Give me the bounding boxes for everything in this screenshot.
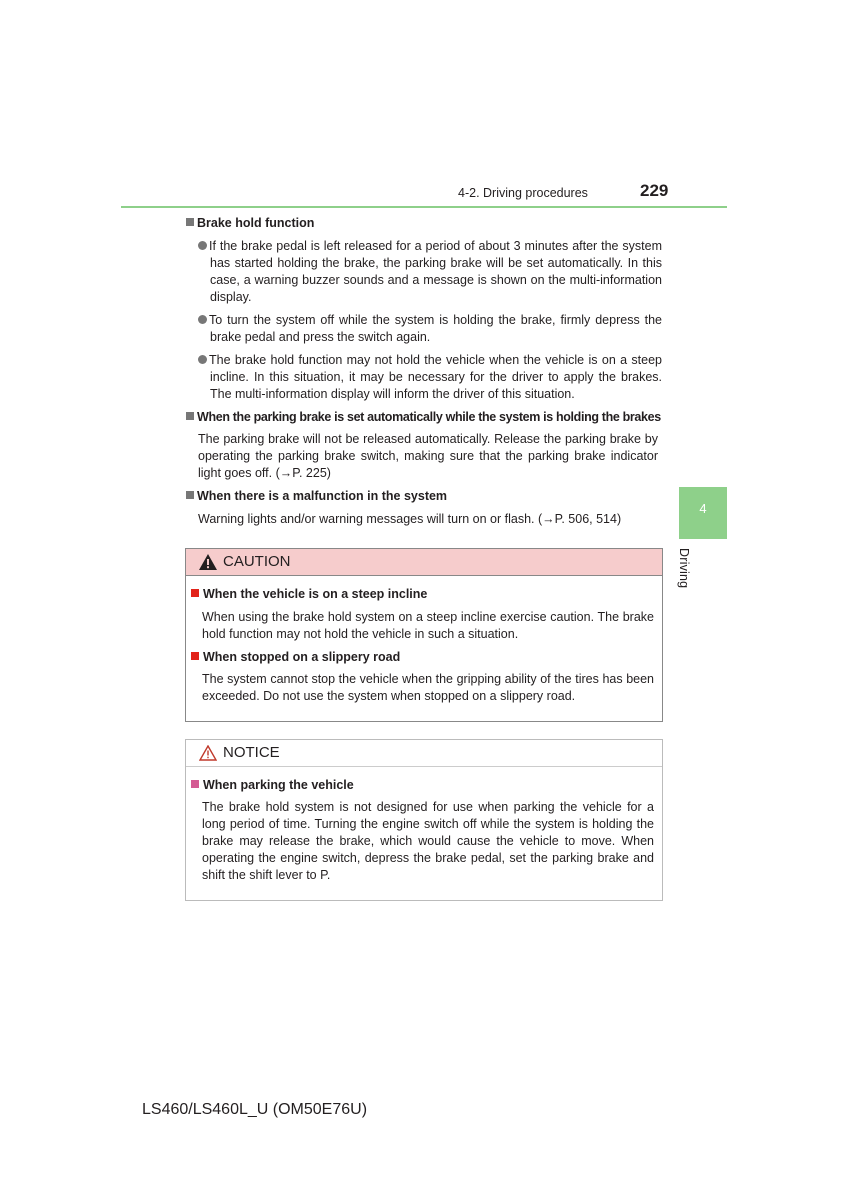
chapter-label: Driving bbox=[677, 548, 691, 589]
header-divider bbox=[121, 206, 727, 208]
caution-item-body: When using the brake hold system on a steep incline exercise caution. The brake hold function may not hold the vehicle in such a situation. bbox=[202, 610, 654, 641]
malfunction-heading-text: When there is a malfunction in the system bbox=[197, 489, 448, 503]
notice-header bbox=[186, 740, 662, 767]
list-item-text: The brake hold function may not hold the vehicle when the vehicle is on a steep incline. In this situation, it may be necessary for the driver to apply the brakes. The multi-information display will inform the driver of this situation. bbox=[209, 353, 662, 401]
malfunction-heading bbox=[186, 488, 447, 505]
brake-hold-heading bbox=[186, 215, 314, 232]
parking-brake-heading-text: When the parking brake is set automatically while the system is holding the brakes bbox=[197, 410, 661, 424]
list-item bbox=[198, 352, 662, 403]
square-bullet-icon bbox=[186, 412, 194, 420]
caution-item-heading bbox=[191, 586, 427, 603]
warning-triangle-icon bbox=[199, 554, 217, 570]
list-item bbox=[198, 238, 662, 306]
parking-brake-body: The parking brake will not be released automatically. Release the parking brake by operating the parking brake switch, making sure that the parking brake indicator light goes off. (→P. 225) bbox=[198, 432, 658, 480]
notice-title: NOTICE bbox=[223, 744, 280, 761]
caution-item-heading-text: When the vehicle is on a steep incline bbox=[203, 587, 428, 601]
circle-bullet-icon bbox=[198, 315, 207, 324]
chapter-number: 4 bbox=[699, 501, 707, 516]
caution-item-body: The system cannot stop the vehicle when the gripping ability of the tires has been exceeded. Do not use the system when stopped on a slippery road. bbox=[202, 672, 654, 703]
notice-triangle-icon bbox=[199, 745, 217, 761]
circle-bullet-icon bbox=[198, 241, 207, 250]
section-title: 4-2. Driving procedures bbox=[458, 186, 588, 200]
caution-header bbox=[186, 549, 662, 576]
list-item bbox=[198, 312, 662, 346]
caution-title: CAUTION bbox=[223, 553, 291, 570]
square-bullet-icon bbox=[186, 491, 194, 499]
malfunction-body: Warning lights and/or warning messages will turn on or flash. (→P. 506, 514) bbox=[198, 512, 622, 526]
red-square-icon bbox=[191, 652, 199, 660]
notice-item-heading bbox=[191, 777, 354, 794]
page-number: 229 bbox=[640, 181, 669, 200]
caution-box bbox=[185, 548, 663, 722]
notice-item-heading-text: When parking the vehicle bbox=[203, 778, 354, 792]
square-bullet-icon bbox=[186, 218, 194, 226]
red-square-icon bbox=[191, 589, 199, 597]
notice-item-body: The brake hold system is not designed for use when parking the vehicle for a long period of time. Turning the engine switch off while the system is holding the brake may release the brake, which would cause the vehicle to move. When operating the engine switch, depress the brake pedal, set the parking brake and shift the shift lever to P. bbox=[202, 800, 654, 882]
list-item-text: To turn the system off while the system is holding the brake, firmly depress the brake pedal and press the switch again. bbox=[209, 313, 662, 344]
notice-box bbox=[185, 739, 663, 901]
chapter-tab bbox=[679, 487, 727, 539]
brake-hold-heading-text: Brake hold function bbox=[197, 216, 315, 230]
footer-model: LS460/LS460L_U (OM50E76U) bbox=[142, 1101, 368, 1118]
magenta-square-icon bbox=[191, 780, 199, 788]
caution-item-heading bbox=[191, 649, 400, 666]
parking-brake-heading bbox=[186, 409, 666, 426]
list-item-text: If the brake pedal is left released for a period of about 3 minutes after the system has started holding the brake, the parking brake will be set automatically. In this case, a warning buzzer sounds and a message is shown on the multi-information display. bbox=[209, 239, 662, 304]
caution-item-heading-text: When stopped on a slippery road bbox=[203, 650, 401, 664]
circle-bullet-icon bbox=[198, 355, 207, 364]
